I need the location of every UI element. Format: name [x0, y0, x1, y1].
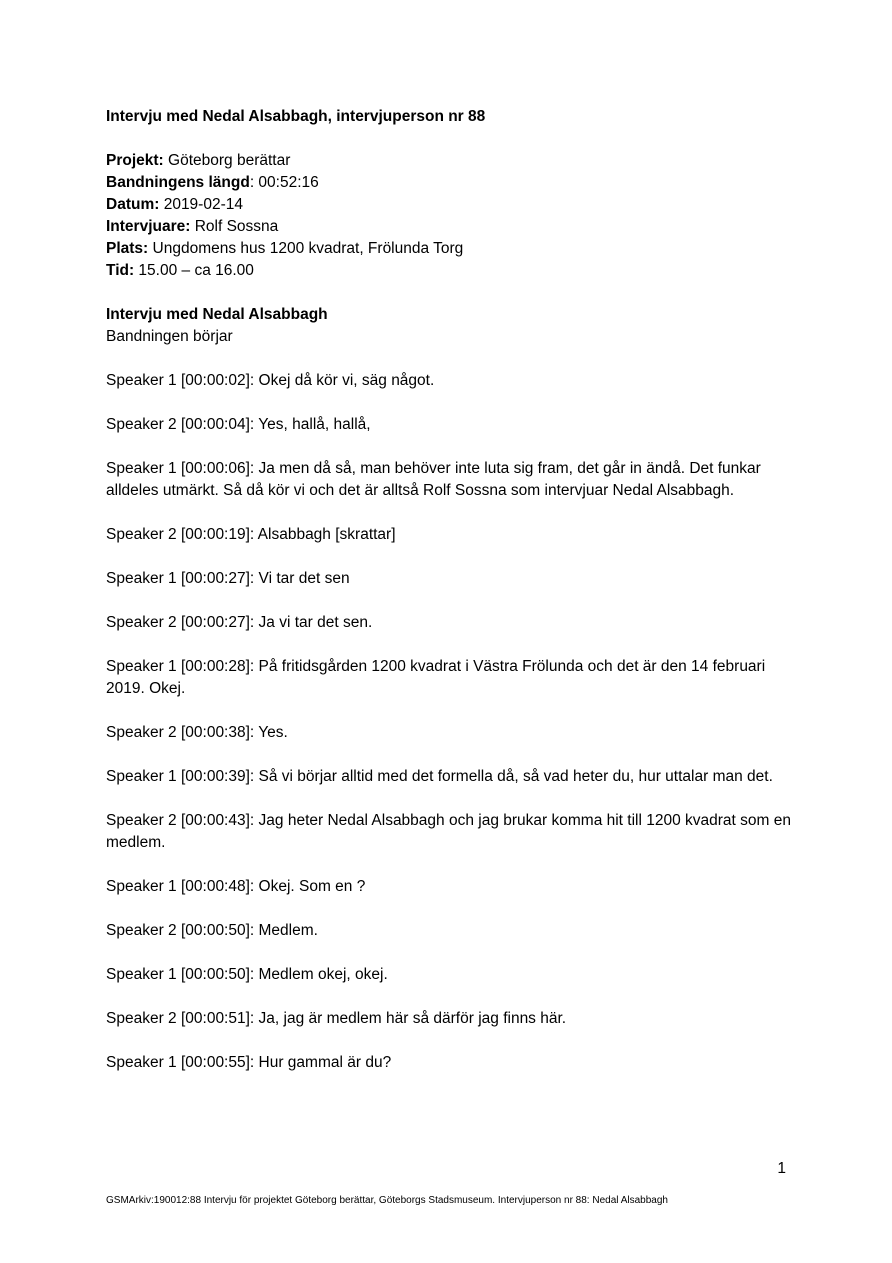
meta-value: Rolf Sossna — [190, 218, 279, 235]
meta-label: Datum: — [106, 196, 160, 213]
transcript-line: Speaker 1 [00:00:50]: Medlem okej, okej. — [106, 966, 388, 983]
meta-time — [106, 260, 796, 282]
transcript-line: Speaker 1 [00:00:06]: Ja men då så, man behöver inte luta sig fram, det går in ändå. Det funkar alldeles utmärkt. Så då kör vi och det är alltså Rolf Sossna som intervjuar Nedal Alsabbagh. — [106, 460, 761, 499]
transcript-line: Speaker 1 [00:00:48]: Okej. Som en ? — [106, 878, 366, 895]
transcript-line: Speaker 1 [00:00:28]: På fritidsgården 1200 kvadrat i Västra Frölunda och det är den 14 februari 2019. Okej. — [106, 658, 766, 697]
section-heading: Intervju med Nedal Alsabbagh — [106, 306, 328, 323]
meta-value: Göteborg berättar — [163, 152, 291, 169]
transcript-line: Speaker 1 [00:00:27]: Vi tar det sen — [106, 570, 350, 587]
meta-label: Tid: — [106, 262, 135, 279]
transcript-line: Speaker 2 [00:00:38]: Yes. — [106, 724, 288, 741]
meta-value: 15.00 – ca 16.00 — [134, 262, 254, 279]
page-footer: GSMArkiv:190012:88 Intervju för projektet Göteborg berättar, Göteborgs Stadsmuseum. Intervjuperson nr 88: Nedal Alsabbagh — [106, 1195, 668, 1206]
transcript-line: Speaker 1 [00:00:39]: Så vi börjar alltid med det formella då, så vad heter du, hur uttalar man det. — [106, 768, 773, 785]
transcript-line: Speaker 1 [00:00:55]: Hur gammal är du? — [106, 1054, 392, 1071]
transcript-line: Speaker 2 [00:00:19]: Alsabbagh [skrattar] — [106, 526, 396, 543]
meta-interviewer — [106, 216, 796, 238]
meta-label: Projekt: — [106, 152, 164, 169]
page-number: 1 — [777, 1160, 786, 1177]
meta-value: 2019-02-14 — [159, 196, 243, 213]
meta-duration — [106, 172, 796, 194]
meta-label: Intervjuare: — [106, 218, 191, 235]
meta-label: Plats: — [106, 240, 149, 257]
meta-project — [106, 150, 796, 172]
transcript-line: Speaker 2 [00:00:04]: Yes, hallå, hallå, — [106, 416, 371, 433]
transcript-line: Speaker 2 [00:00:27]: Ja vi tar det sen. — [106, 614, 373, 631]
transcript-line: Speaker 1 [00:00:02]: Okej då kör vi, säg något. — [106, 372, 435, 389]
document-title: Intervju med Nedal Alsabbagh, intervjuperson nr 88 — [106, 108, 486, 125]
meta-place — [106, 238, 796, 260]
meta-value: Ungdomens hus 1200 kvadrat, Frölunda Torg — [148, 240, 464, 257]
document-body — [106, 106, 796, 1096]
meta-label: Bandningens längd — [106, 174, 250, 191]
transcript-line: Speaker 2 [00:00:51]: Ja, jag är medlem här så därför jag finns här. — [106, 1010, 567, 1027]
transcript-line: Speaker 2 [00:00:50]: Medlem. — [106, 922, 318, 939]
section-subtitle: Bandningen börjar — [106, 328, 233, 345]
meta-date — [106, 194, 796, 216]
meta-value: : 00:52:16 — [249, 174, 319, 191]
transcript-line: Speaker 2 [00:00:43]: Jag heter Nedal Alsabbagh och jag brukar komma hit till 1200 kvadrat som en medlem. — [106, 812, 791, 851]
metadata-block — [106, 150, 796, 282]
